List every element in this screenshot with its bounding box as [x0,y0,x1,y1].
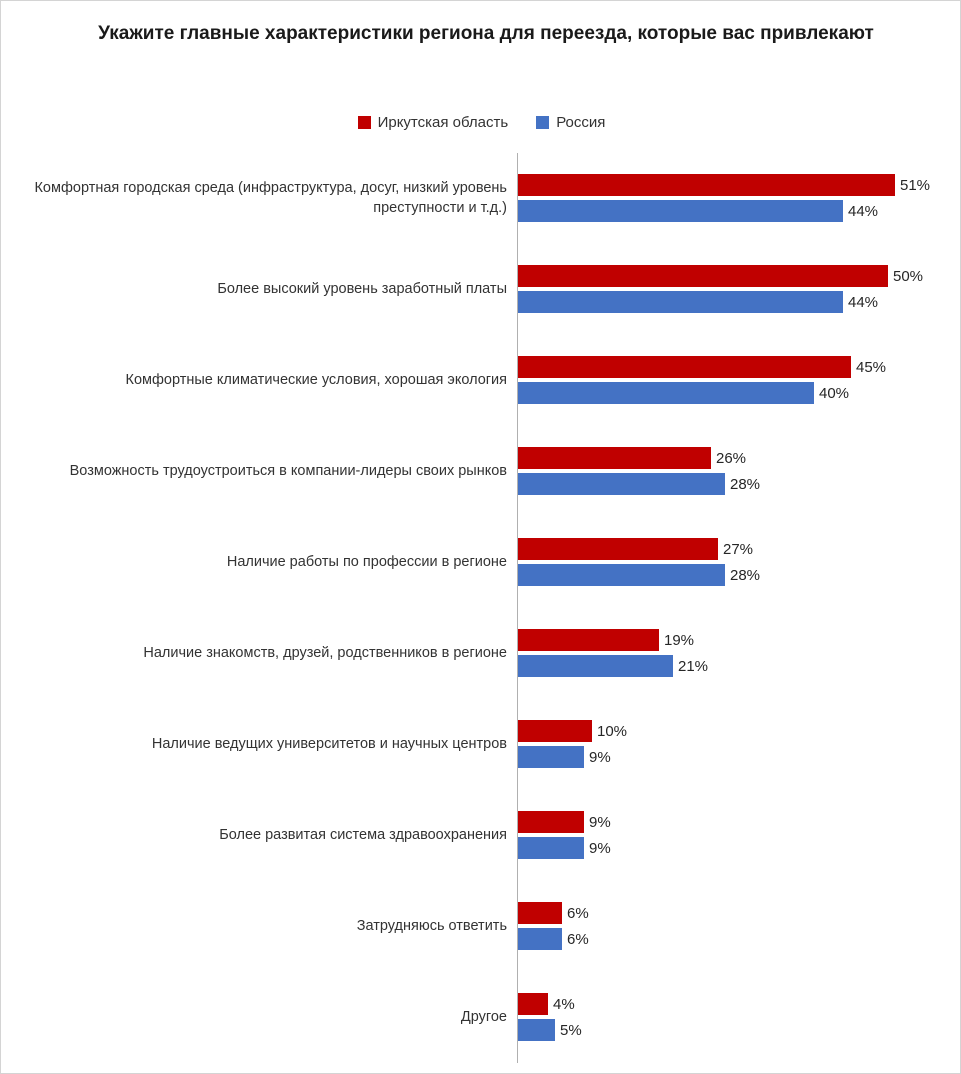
bar-pair [518,972,961,1063]
bar-value-series-1: 9% [589,839,611,857]
bar-row-series-1 [518,1019,582,1041]
bar-series-1[interactable] [518,382,814,404]
bar-series-0[interactable] [518,720,592,742]
category-label: Возможность трудоустроиться в компании-лидеры своих рынков [69,462,507,479]
bar-row-series-0 [518,174,930,196]
bar-value-series-0: 4% [553,995,575,1013]
bar-series-1[interactable] [518,1019,555,1041]
bar-value-series-1: 44% [848,202,879,220]
bar-value-series-0: 19% [664,631,695,649]
bar-value-series-0: 6% [567,904,589,922]
bar-group [1,517,961,608]
bar-row-series-1 [518,746,611,768]
category-label: Более развитая система здравоохранения [219,826,507,843]
legend-item-series-1[interactable] [536,114,605,131]
bar-value-series-1: 28% [730,566,761,584]
bar-group [1,608,961,699]
bar-pair [518,244,961,335]
bar-value-series-0: 26% [716,449,747,467]
bar-value-series-1: 44% [848,293,879,311]
bar-pair [518,335,961,426]
bar-group [1,881,961,972]
bar-series-0[interactable] [518,902,562,924]
bar-series-1[interactable] [518,564,725,586]
bar-series-0[interactable] [518,447,711,469]
bar-series-1[interactable] [518,837,584,859]
bar-row-series-1 [518,928,589,950]
legend-swatch-series-0 [358,116,371,129]
bar-series-1[interactable] [518,200,843,222]
bar-series-0[interactable] [518,356,851,378]
legend-item-series-0[interactable] [358,114,509,131]
bar-row-series-0 [518,720,627,742]
bar-series-0[interactable] [518,265,888,287]
bar-value-series-0: 51% [900,176,931,194]
category-label: Другое [460,1008,507,1025]
bar-series-1[interactable] [518,746,584,768]
bar-value-series-1: 21% [678,657,709,675]
category-label: Более высокий уровень заработный платы [217,280,507,297]
bar-pair [518,881,961,972]
bar-series-0[interactable] [518,538,718,560]
category-label: Комфортные климатические условия, хорошая экология [125,371,507,388]
bar-row-series-0 [518,902,589,924]
bar-series-1[interactable] [518,291,843,313]
bar-row-series-0 [518,811,611,833]
category-label: Наличие ведущих университетов и научных центров [151,735,507,752]
legend-label-series-0: Иркутская область [377,114,509,131]
bar-value-series-0: 10% [597,722,628,740]
bar-series-1[interactable] [518,655,673,677]
bar-value-series-0: 9% [589,813,611,831]
category-label: Затрудняюсь ответить [356,917,507,934]
bar-value-series-1: 28% [730,475,761,493]
bar-row-series-0 [518,538,753,560]
bar-series-1[interactable] [518,473,725,495]
bar-row-series-0 [518,447,746,469]
bar-value-series-0: 45% [856,358,887,376]
bar-group [1,244,961,335]
bar-group [1,153,961,244]
bar-group [1,426,961,517]
bar-value-series-1: 5% [560,1021,582,1039]
bar-pair [518,426,961,517]
bar-row-series-0 [518,993,575,1015]
bar-row-series-1 [518,837,611,859]
bar-series-1[interactable] [518,928,562,950]
legend-label-series-1: Россия [556,114,606,131]
bar-row-series-1 [518,473,760,495]
bar-pair [518,608,961,699]
bar-value-series-0: 50% [893,267,924,285]
bar-row-series-1 [518,655,708,677]
category-label: Комфортная городская среда (инфраструктура, досуг, низкий уровень преступности и т.д.) [34,179,507,216]
bar-series-0[interactable] [518,811,584,833]
bar-row-series-1 [518,564,760,586]
plot-area [1,153,961,1063]
bar-row-series-0 [518,356,886,378]
chart-legend [1,114,961,131]
bar-series-0[interactable] [518,629,659,651]
bar-group [1,335,961,426]
bar-series-0[interactable] [518,174,895,196]
bar-pair [518,699,961,790]
bar-row-series-0 [518,265,923,287]
legend-swatch-series-1 [536,116,549,129]
bar-row-series-1 [518,382,849,404]
bar-group [1,790,961,881]
bar-pair [518,790,961,881]
bar-pair [518,517,961,608]
bar-value-series-1: 6% [567,930,589,948]
category-label: Наличие работы по профессии в регионе [226,553,507,570]
bar-pair [518,153,961,244]
bar-value-series-1: 9% [589,748,611,766]
bar-value-series-0: 27% [723,540,754,558]
bar-row-series-0 [518,629,694,651]
bar-group [1,699,961,790]
bar-value-series-1: 40% [819,384,850,402]
bar-row-series-1 [518,200,878,222]
chart-title: Укажите главные характеристики региона для переезда, которые вас привлекают [98,23,874,44]
category-label: Наличие знакомств, друзей, родственников в регионе [143,644,507,661]
bar-row-series-1 [518,291,878,313]
bar-series-0[interactable] [518,993,548,1015]
bar-group [1,972,961,1063]
